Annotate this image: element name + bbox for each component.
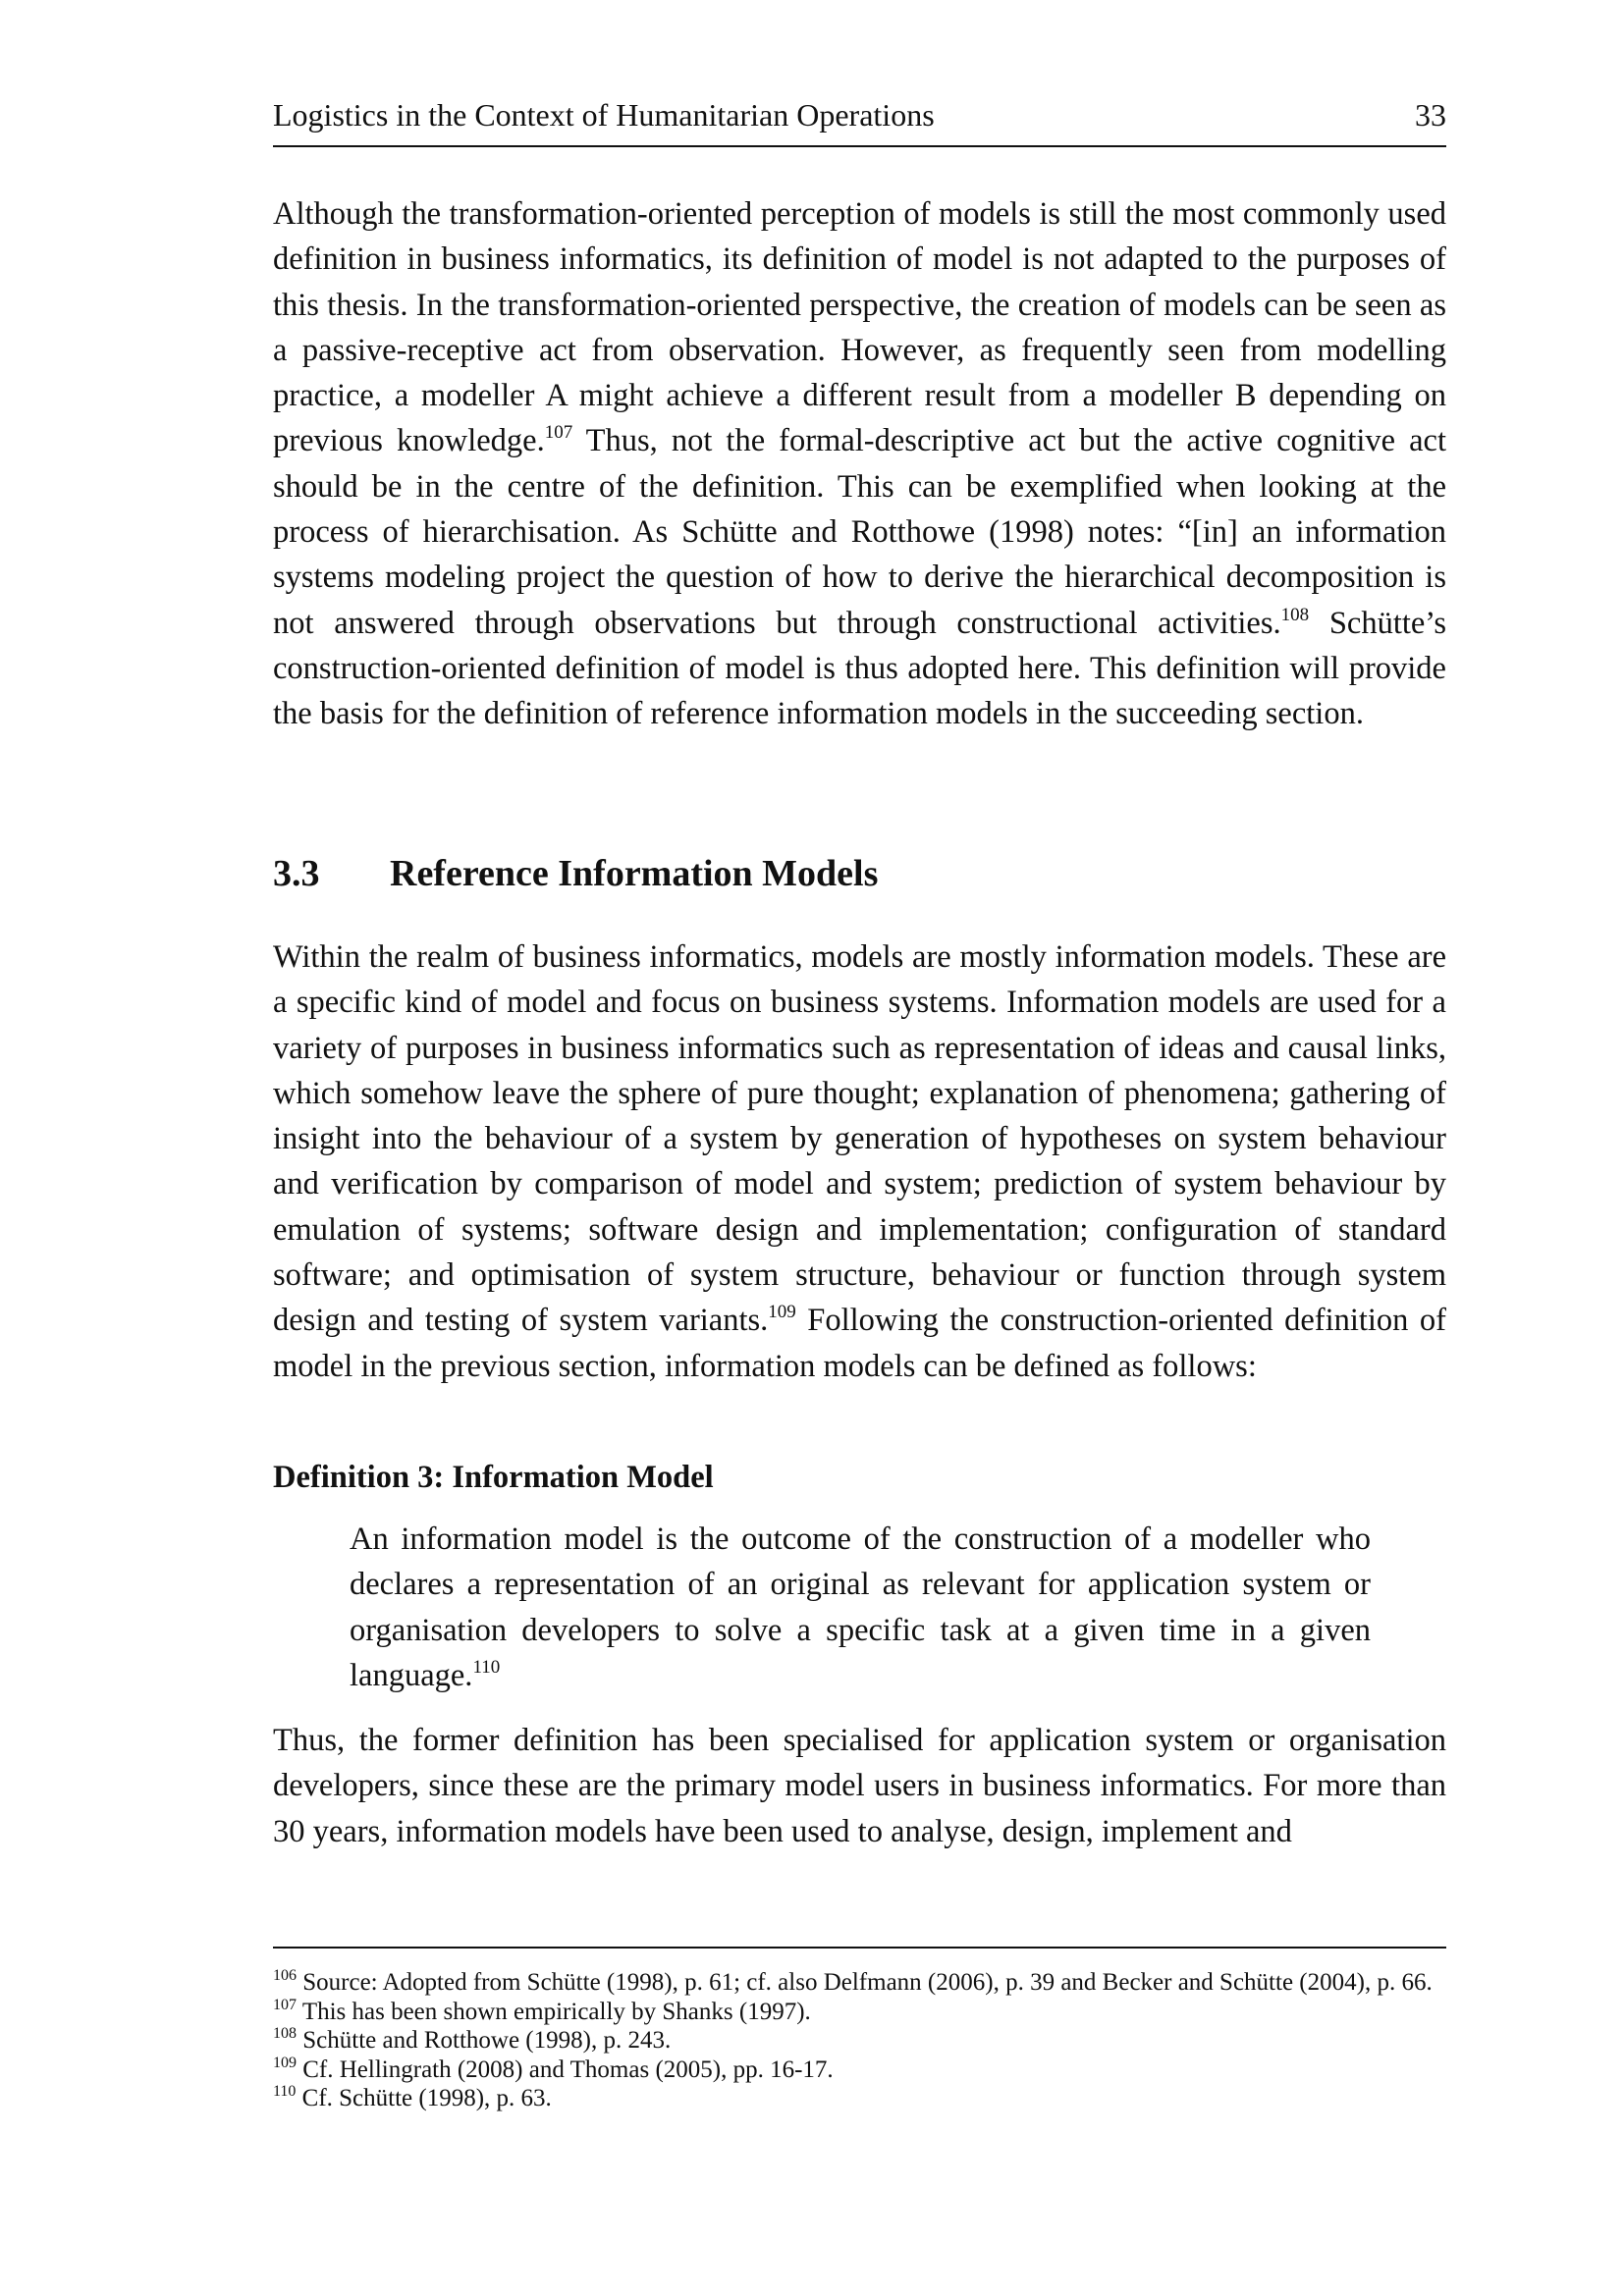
footnote-divider [273,1947,1446,1949]
footnote-ref-107[interactable]: 107 [544,422,573,444]
footnote-number: 107 [273,1996,297,2013]
footnote-number: 109 [273,2054,297,2071]
paragraph-text: Following the construction-oriented definition of model in the previous section, information models can be defined as follows: [273,1303,1446,1384]
paragraph-text: Schütte’s construction-oriented definition of model is thus adopted here. This definition will provide the basis for the definition of reference information models in the succeeding section. [273,605,1446,732]
footnote-text: This has been shown empirically by Shanks (1997). [301,1998,811,2025]
paragraph-text: Within the realm of business informatics, models are mostly information models. These are a specific kind of model and focus on business systems. Information models are used for a variety of purposes in business informatics such as representation of ideas and causal links, which somehow leave the sphere of pure thought; explanation of phenomena; gathering of insight into the behaviour of a system by generation of hypotheses on system behaviour and verification by comparison of model and system; prediction of system behaviour by emulation of systems; software design and implementation; configuration of standard software; and optimisation of system structure, behaviour or function through system design and testing of system variants. [273,939,1446,1339]
footnote-text: Schütte and Rotthowe (1998), p. 243. [302,2027,672,2054]
definition-body [350,1517,1371,1698]
definition-heading: Definition 3: Information Model [273,1460,714,1495]
footnote-107 [273,1998,1446,2027]
footnotes [273,1968,1446,2113]
paragraph-text: Thus, not the formal-descriptive act but the active cognitive act should be in the centre of the definition. This can be exemplified when looking at the process of hierarchisation. As Schütte and Rotthowe (1998) notes: “[in] an information systems modeling project the question of how to derive the hierarchical decomposition is not answered through observations but through constructional activities. [273,423,1446,641]
footnote-106 [273,1968,1446,1998]
page-number: 33 [1415,97,1446,133]
definition-text: An information model is the outcome of the construction of a modeller who declares a representation of an original as relevant for application system or organisation developers to solve a specific task at a given time in a given language. [350,1522,1371,1693]
footnote-number: 108 [273,2025,297,2042]
running-header-title: Logistics in the Context of Humanitarian Operations [273,97,935,133]
running-header [273,92,1446,147]
paragraph-specialisation: Thus, the former definition has been specialised for application system or organisation developers, since these are the primary model users in business informatics. For more than 30 years, information models have been used to analyse, design, implement and [273,1723,1446,1849]
paragraph-text: Although the transformation-oriented perception of models is still the most commonly used definition in business informatics, its definition of model is not adapted to the purposes of this thesis. In the transformation-oriented perspective, the creation of models can be seen as a passive-receptive act from observation. However, as frequently seen from modelling practice, a modeller A might achieve a different result from a modeller B depending on previous knowledge. [273,196,1446,459]
section-title: Reference Information Models [390,853,879,894]
section-number: 3.3 [273,853,320,894]
footnote-110 [273,2084,1446,2113]
footnote-109 [273,2056,1446,2085]
footnote-ref-110[interactable]: 110 [472,1656,501,1678]
footnote-text: Cf. Schütte (1998), p. 63. [301,2085,552,2111]
footnote-ref-109[interactable]: 109 [768,1302,796,1323]
paragraph-model-definition [273,191,1446,737]
paragraph-information-models [273,934,1446,1389]
footnote-number: 106 [273,1967,297,1984]
footnote-text: Source: Adopted from Schütte (1998), p. 61; cf. also Delfmann (2006), p. 39 and Becker and Schütte (2004), p. 66. [302,1969,1433,1996]
footnote-ref-108[interactable]: 108 [1280,604,1310,625]
document-page [273,0,1446,2296]
section-heading [273,850,1446,897]
footnote-108 [273,2026,1446,2056]
footnote-number: 110 [273,2083,297,2100]
footnote-text: Cf. Hellingrath (2008) and Thomas (2005), pp. 16-17. [302,2056,834,2083]
